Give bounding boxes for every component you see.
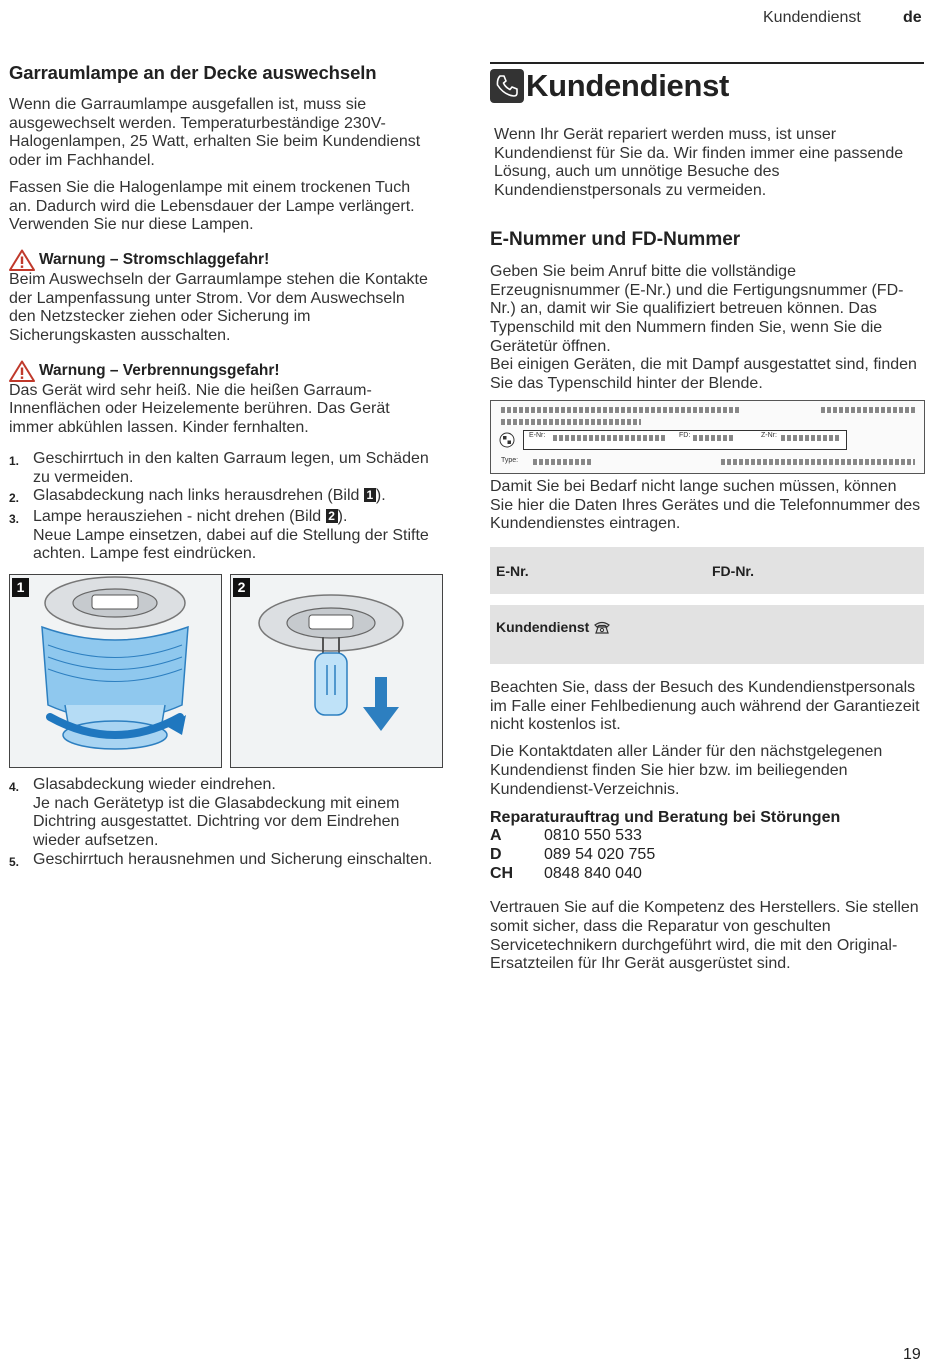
warning-electric-label: Warnung – Stromschlaggefahr! — [39, 250, 270, 268]
figure-1-remove-cover — [9, 574, 222, 768]
figure-2-pull-lamp — [230, 574, 443, 768]
header-language: de — [903, 9, 922, 26]
list-item: 4. Glasabdeckung wieder eindrehen. Je nach Gerätetyp ist die Glasabdeckung mit einem Dichtring ausgestattet. Dichtring vor dem Eindrehen wieder aufsetzen. — [9, 776, 400, 850]
list-item: 3. Lampe herausziehen - nicht drehen (Bild 2 ). Neue Lampe einsetzen, dabei auf die Stellung der Stifte achten. Lampe fest eindrücken. — [9, 507, 429, 563]
warning-burn-label: Warnung – Verbrennungsgefahr! — [39, 361, 280, 379]
device-number-form — [490, 547, 924, 594]
warning-burn-title — [9, 360, 434, 382]
service-phone-form — [490, 605, 924, 664]
service-intro: Wenn Ihr Gerät repariert werden muss, ist unser Kundendienst für Sie da. Wir finden immer eine passende Lösung, auch um unnötige Besuche des Kundendienstpersonals zu vermeiden. — [494, 126, 904, 200]
header-section: Kundendienst — [763, 9, 861, 26]
warning-triangle-icon — [9, 360, 35, 382]
page-number: 19 — [903, 1346, 921, 1363]
repair-title: Reparaturauftrag und Beratung bei Störungen — [490, 809, 841, 827]
phone-row: D 089 54 020 755 — [490, 845, 656, 863]
phone-row: CH 0848 840 040 — [490, 864, 642, 882]
lamp-cover-illustration — [10, 575, 221, 767]
phone-row: A 0810 550 533 — [490, 827, 642, 845]
record-data-text: Damit Sie bei Bedarf nicht lange suchen müssen, können Sie hier die Daten Ihres Gerätes und die Telefonnummer des Kundendienstes eintragen. — [490, 478, 921, 533]
figure-label: 1 — [12, 578, 29, 597]
enr-field-label: E-Nr. — [496, 563, 529, 579]
phone-icon — [490, 69, 524, 103]
list-item: 2. Glasabdeckung nach links herausdrehen (Bild 1 ). — [9, 487, 386, 506]
telephone-icon — [593, 620, 611, 634]
warning-burn-text: Das Gerät wird sehr heiß. Nie die heißen Garraum-Innenflächen oder Heizelemente berühren. Das Gerät immer abkühlen lassen. Kinder fernhalten. — [9, 381, 390, 437]
steps-list-b — [9, 776, 434, 872]
plate-type-label: Type: — [501, 457, 519, 464]
plate-enr-label: E-Nr: — [529, 432, 546, 439]
left-column — [9, 62, 434, 564]
phone-list — [490, 827, 924, 883]
lamp-intro-text: Wenn die Garraumlampe ausgefallen ist, muss sie ausgewechselt werden. Temperaturbeständige 230V-Halogenlampen, 25 Watt, erhalten Sie beim Kundendienst oder im Fachhandel. — [9, 96, 421, 170]
rating-plate-illustration — [490, 400, 925, 474]
service-title: Kundendienst — [526, 68, 730, 103]
halogen-lamp-illustration — [231, 575, 442, 767]
figure-ref-badge: 2 — [326, 509, 338, 523]
manufacturer-trust-text: Vertrauen Sie auf die Kompetenz des Herstellers. Sie stellen somit sicher, dass die Reparatur von geschulten Servicetechnikern durchgeführt wird, die mit den Original-Ersatzteilen für Ihr Gerät ausgerüstet sind. — [490, 899, 919, 973]
plate-znr-label: Z-Nr: — [761, 432, 777, 439]
number-text: Geben Sie beim Anruf bitte die vollständige Erzeugnisnummer (E-Nr.) und die Fertigungsnummer (FD-Nr.) an, damit wir Sie qualifiziert betreuen können. Das Typenschild mit den Nummern finden Sie, wenn Sie die Gerätetür öffnen. — [490, 262, 904, 355]
list-item: 5. Geschirrtuch herausnehmen und Sicherung einschalten. — [9, 850, 433, 869]
right-column-lower — [490, 679, 924, 982]
service-heading — [490, 62, 924, 104]
lamp-section-title: Garraumlampe an der Decke auswechseln — [9, 62, 377, 83]
service-field-label: Kundendienst — [496, 619, 590, 635]
warning-electric-title — [9, 249, 434, 271]
left-column-lower — [9, 772, 434, 872]
contact-text: Die Kontaktdaten aller Länder für den nächstgelegenen Kundendienst finden Sie hier bzw. im beiliegenden Kundendienst-Verzeichnis. — [490, 743, 883, 798]
figure-label: 2 — [233, 578, 250, 597]
number-subheading: E-Nummer und FD-Nummer — [490, 228, 741, 250]
steam-plate-text: Bei einigen Geräten, die mit Dampf ausgestattet sind, finden Sie das Typenschild hinter der Blende. — [490, 356, 917, 393]
lamp-handling-text: Fassen Sie die Halogenlampe mit einem trockenen Tuch an. Dadurch wird die Lebensdauer der Lampe verlängert. Verwenden Sie nur diese Lampen. — [9, 178, 415, 234]
fdnr-field-label: FD-Nr. — [712, 563, 754, 579]
right-column — [490, 62, 924, 402]
lamp-figures — [9, 574, 442, 766]
warning-electric-text: Beim Auswechseln der Garraumlampe stehen die Kontakte der Lampenfassung unter Strom. Vor dem Auswechseln den Netzstecker ziehen oder Sicherung im Sicherungskasten ausschalten. — [9, 270, 428, 345]
steps-list-a — [9, 450, 434, 564]
certification-mark-icon — [499, 432, 515, 448]
plate-fd-label: FD: — [679, 432, 691, 439]
list-item: 1. Geschirrtuch in den kalten Garraum legen, um Schäden zu vermeiden. — [9, 449, 429, 486]
figure-ref-badge: 1 — [364, 488, 376, 502]
warranty-text: Beachten Sie, dass der Besuch des Kundendienstpersonals im Falle einer Fehlbedienung auch während der Garantiezeit nicht kostenlos ist. — [490, 679, 920, 734]
warning-triangle-icon — [9, 249, 35, 271]
